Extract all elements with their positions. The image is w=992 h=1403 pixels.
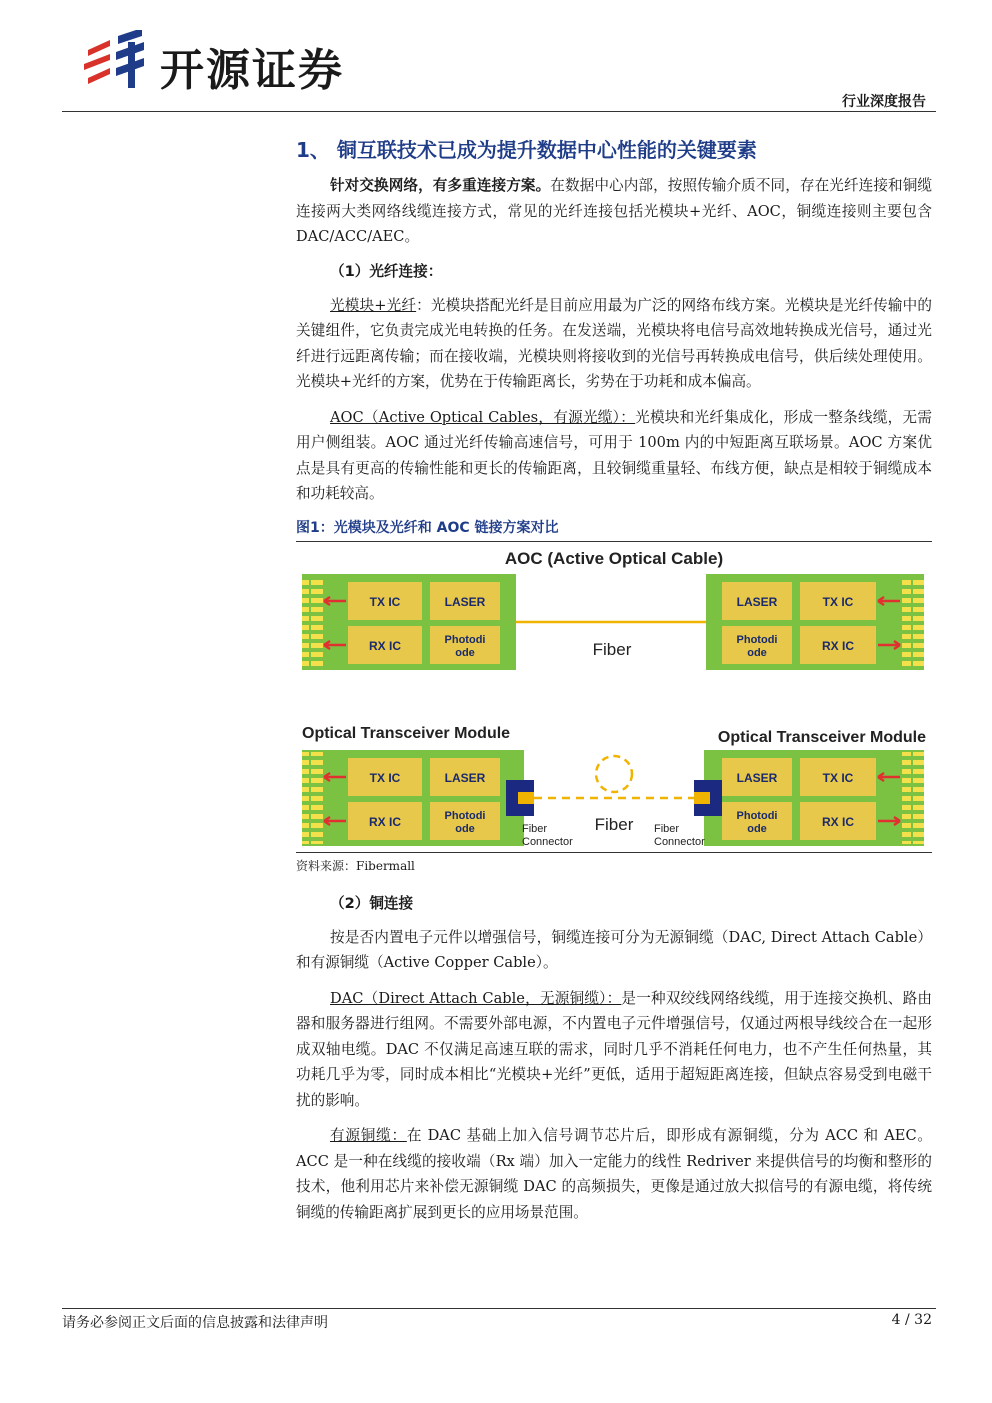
aoc-paragraph bbox=[296, 405, 932, 507]
otm-right-photo2: ode bbox=[747, 822, 767, 835]
aoc-left-module bbox=[302, 574, 516, 670]
fc-right-line1: Fiber bbox=[654, 822, 680, 835]
aoc-left-tx: TX IC bbox=[369, 594, 401, 609]
aoc-right-photo2: ode bbox=[747, 646, 767, 659]
aoc-right-photo1: Photodi bbox=[736, 633, 778, 646]
figure-source: 资料来源：Fibermall bbox=[296, 858, 415, 873]
otm-left-rx: RX IC bbox=[368, 814, 402, 829]
fc-right-line2: Connector bbox=[654, 835, 705, 848]
otm-right-laser: LASER bbox=[736, 770, 778, 785]
figure-diagram bbox=[296, 541, 932, 853]
aoc-left-photo2: ode bbox=[455, 646, 475, 659]
optical-paragraph bbox=[296, 293, 932, 395]
aoc-term: AOC（Active Optical Cables，有源光缆）： bbox=[330, 408, 636, 426]
page-number: 4 / 32 bbox=[891, 1312, 932, 1328]
subheading-copper: （2）铜连接 bbox=[330, 894, 414, 912]
aoc-left-laser: LASER bbox=[444, 594, 486, 609]
otm-right-tx: TX IC bbox=[822, 770, 854, 785]
report-type: 行业深度报告 bbox=[842, 94, 926, 110]
dac-paragraph bbox=[296, 986, 932, 1114]
aoc-right-laser: LASER bbox=[736, 594, 778, 609]
optical-term: 光模块+光纤 bbox=[330, 296, 417, 314]
otm-right-title: Optical Transceiver Module bbox=[717, 728, 926, 746]
logo-mark-icon bbox=[80, 30, 160, 90]
intro-bold: 针对交换网络，有多重连接方案。 bbox=[330, 177, 551, 194]
otm-left-module bbox=[302, 750, 534, 846]
dac-text: 是一种双绞线网络线缆，用于连接交换机、路由器和服务器进行组网。不需要外部电源，不内置电子元件增强信号，仅通过两根导线绞合在一起形成双轴电缆。DAC 不仅满足高速互联的需求，同时几乎不消耗任何电力，也不产生任何热量，其功耗几乎为零，同时成本相比“光模块+光纤”更低，适用于超短距离连接，但缺点容易受到电磁干扰的影响。 bbox=[296, 989, 932, 1109]
acc-text: 在 DAC 基础上加入信号调节芯片后，即形成有源铜缆，分为 ACC 和 AEC。ACC 是一种在线缆的接收端（Rx 端）加入一定能力的线性 Redriver 来提供信号的均衡和整形的技术，他利用芯片来补偿无源铜缆 DAC 的高频损失，更像是通过放大拟信号的有源电缆，将传统铜缆的传输距离扩展到更长的应用场景范围。 bbox=[296, 1127, 932, 1221]
header-divider bbox=[62, 111, 936, 112]
aoc-vs-transceiver-diagram bbox=[296, 542, 932, 852]
company-name: 开源证券 bbox=[160, 45, 344, 96]
otm-left-photo2: ode bbox=[455, 822, 475, 835]
acc-term: 有源铜缆： bbox=[330, 1127, 407, 1144]
aoc-right-tx: TX IC bbox=[822, 594, 854, 609]
figure-title: 图1：光模块及光纤和 AOC 链接方案对比 bbox=[296, 519, 559, 536]
otm-left-title: Optical Transceiver Module bbox=[302, 724, 511, 742]
otm-fiber-label: Fiber bbox=[594, 814, 634, 834]
dac-term: DAC（Direct Attach Cable，无源铜缆）： bbox=[330, 989, 622, 1007]
fc-left-line2: Connector bbox=[522, 835, 573, 848]
aoc-right-module bbox=[706, 574, 924, 670]
aoc-right-rx: RX IC bbox=[821, 638, 855, 653]
aoc-left-photo1: Photodi bbox=[444, 633, 486, 646]
otm-right-module bbox=[694, 750, 924, 846]
aoc-left-rx: RX IC bbox=[368, 638, 402, 653]
footer-divider bbox=[62, 1308, 936, 1309]
fc-left-line1: Fiber bbox=[522, 822, 548, 835]
aoc-fiber-label: Fiber bbox=[592, 639, 632, 659]
otm-right-rx: RX IC bbox=[821, 814, 855, 829]
acc-paragraph bbox=[296, 1123, 932, 1225]
section-title: 1、 铜互联技术已成为提升数据中心性能的关键要素 bbox=[296, 138, 757, 162]
copper-paragraph: 按是否内置电子元件以增强信号，铜缆连接可分为无源铜缆（DAC, Direct Attach Cable）和有源铜缆（Active Copper Cable）。 bbox=[296, 928, 932, 971]
otm-left-photo1: Photodi bbox=[444, 809, 486, 822]
otm-left-tx: TX IC bbox=[369, 770, 401, 785]
main-content bbox=[296, 128, 932, 1235]
intro-text: 在数据中心内部，按照传输介质不同，存在光纤连接和铜缆连接两大类网络线缆连接方式，常见的光纤连接包括光模块+光纤、AOC，铜缆连接则主要包含 DAC/ACC/AEC。 bbox=[296, 177, 932, 245]
aoc-text: 光模块和光纤集成化，形成一整条线缆，无需用户侧组装。AOC 通过光纤传输高速信号，可用于 100m 内的中短距离互联场景。AOC 方案优点是具有更高的传输性能和更长的传输距离，且较铜缆重量轻、布线方便，缺点是相较于铜缆成本和功耗较高。 bbox=[296, 408, 932, 502]
optical-text: ：光模块搭配光纤是目前应用最为广泛的网络布线方案。光模块是光纤传输中的关键组件，它负责完成光电转换的任务。在发送端，光模块将电信号高效地转换成光信号，通过光纤进行远距离传输；而在接收端，光模块则将接收到的光信号再转换成电信号，供后续处理使用。光模块+光纤的方案，优势在于传输距离长，劣势在于功耗和成本偏高。 bbox=[296, 296, 932, 390]
subheading-optical: （1）光纤连接： bbox=[330, 262, 443, 280]
intro-paragraph bbox=[296, 173, 932, 250]
fiber-loop-icon bbox=[596, 756, 632, 792]
aoc-title: AOC (Active Optical Cable) bbox=[504, 548, 724, 568]
footer-disclaimer: 请务必参阅正文后面的信息披露和法律声明 bbox=[62, 1315, 328, 1331]
otm-left-laser: LASER bbox=[444, 770, 486, 785]
otm-right-photo1: Photodi bbox=[736, 809, 778, 822]
